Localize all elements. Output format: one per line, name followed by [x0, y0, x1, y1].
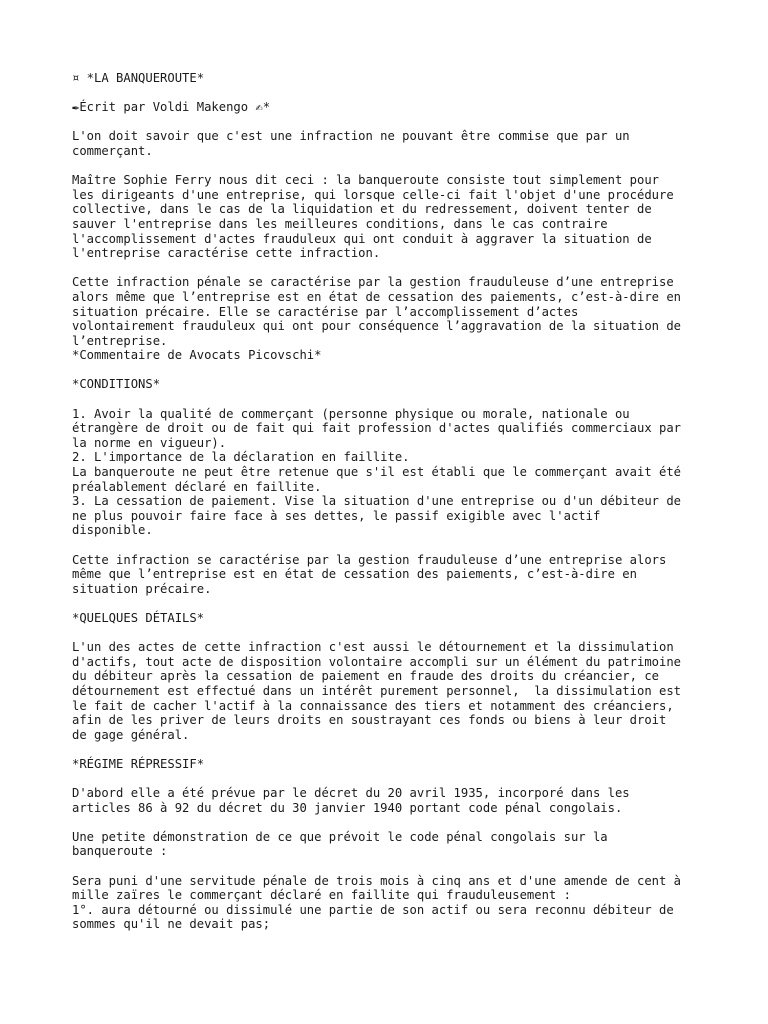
paragraph-conditions-list: 1. Avoir la qualité de commerçant (personne physique ou morale, nationale ou étrangère de droit ou de fait qui fait profession d'actes qualifiés commerciaux par la norme en vigueur). 2. L'importance de la déclaration en faillite. La banqueroute ne peut être retenue que s'il est établi que le commerçant avait été préalablement déclaré en faillite. 3. La cessation de paiement. Vise la situation d'une entreprise ou d'un débiteur de ne plus pouvoir faire face à ses dettes, le passif exigible avec l'actif disponible. — [72, 406, 682, 538]
section-heading-details: *QUELQUES DÉTAILS* — [72, 610, 205, 625]
paragraph-characterization: Cette infraction pénale se caractérise par la gestion frauduleuse d’une entreprise alors même que l’entreprise est en état de cessation des paiements, c’est-à-dire en situation précaire. Elle se caractérise par l’accomplissement d’actes volontairement frauduleux qui ont pour conséquence l’aggravation de la situation de l’entreprise. *Commentaire de Avocats Picovschi* — [72, 275, 682, 363]
paragraph-intro: L'on doit savoir que c'est une infraction ne pouvant être commise que par un commerçant. — [72, 129, 630, 158]
section-heading-conditions: *CONDITIONS* — [72, 377, 161, 392]
paragraph-summary: Cette infraction se caractérise par la gestion frauduleuse d’une entreprise alors même que l’entreprise est en état de cessation des paiements, c’est-à-dire en situation précaire. — [72, 552, 667, 596]
paragraph-decree: D'abord elle a été prévue par le décret du 20 avril 1935, incorporé dans les articles 86 à 92 du décret du 30 janvier 1940 portant code pénal congolais. — [72, 786, 630, 815]
byline: ✒Écrit par Voldi Makengo ✍* — [72, 100, 271, 115]
paragraph-definition: Maître Sophie Ferry nous dit ceci : la banqueroute consiste tout simplement pour les dirigeants d'une entreprise, qui lorsque celle-ci fait l'objet d'une procédure collective, dans le cas de la liquidation et du redressement, doivent tenter de sauver l'entreprise dans les meilleures conditions, dans le cas contraire l'accomplissement d'actes frauduleux qui ont conduit à aggraver la situation de l'entreprise caractérise cette infraction. — [72, 173, 674, 261]
paragraph-penalty: Sera puni d'une servitude pénale de trois mois à cinq ans et d'une amende de cent à mille zaïres le commerçant déclaré en faillite qui frauduleusement : 1°. aura détourné ou dissimulé une partie de son actif ou sera reconnu débiteur de sommes qu'il ne devait pas; — [72, 873, 682, 932]
document-title: ¤ *LA BANQUEROUTE* — [72, 71, 205, 85]
section-heading-regime: *RÉGIME RÉPRESSIF* — [72, 756, 205, 771]
document-page — [72, 71, 700, 947]
paragraph-demonstration: Une petite démonstration de ce que prévoit le code pénal congolais sur la banqueroute : — [72, 829, 608, 859]
paragraph-details: L'un des actes de cette infraction c'est aussi le détournement et la dissimulation d'actifs, tout acte de disposition volontaire accompli sur un élément du patrimoine du débiteur après la cessation de paiement en fraude des droits du créancier, ce détournement est effectué dans un intérêt purement personnel, la dissimulation est le fait de cacher l'actif à la connaissance des tiers et notamment des créanciers, afin de les priver de leurs droits en soustrayant ces fonds ou biens à leur droit de gage général. — [72, 640, 682, 742]
